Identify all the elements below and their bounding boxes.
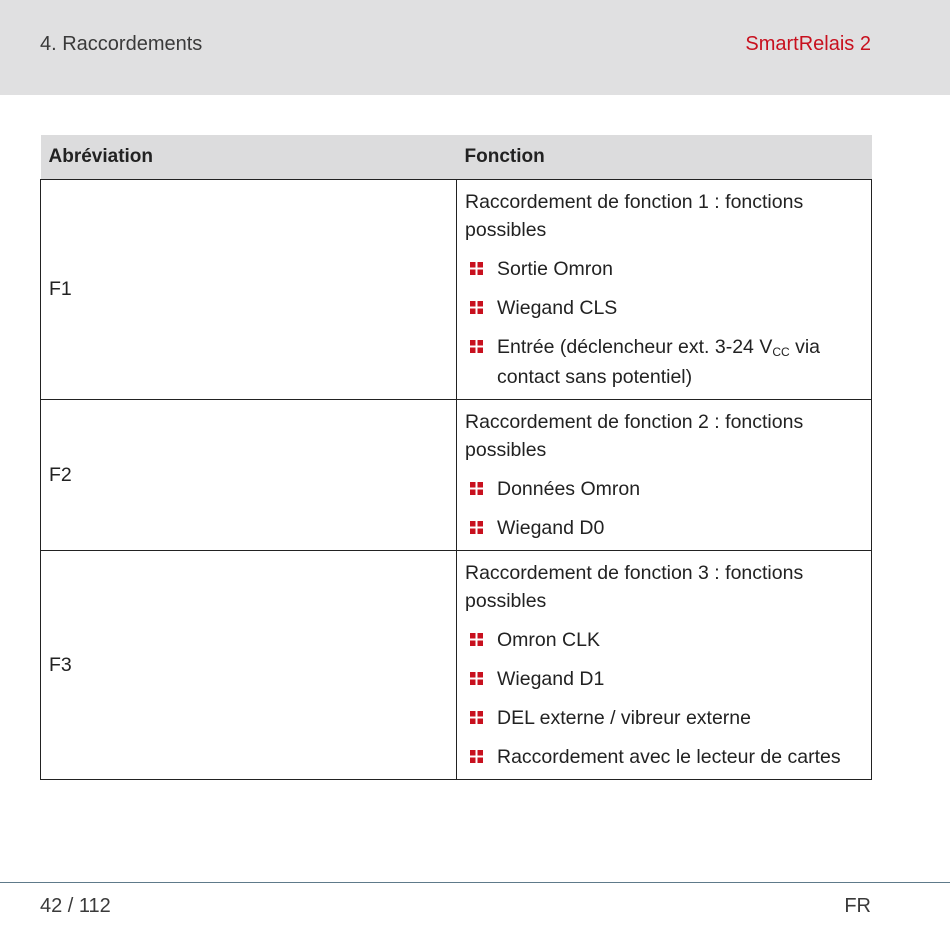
list-item (465, 333, 863, 391)
column-header-function: Fonction (457, 135, 872, 180)
subscript-text: CC (772, 345, 790, 359)
list-item-text: Omron CLK (497, 629, 600, 651)
brand-name: SmartRelais 2 (745, 33, 871, 55)
list-item-text: Wiegand D1 (497, 668, 605, 690)
list-item-text-part: via contact sans potentiel) (497, 336, 821, 388)
page-number: 42 / 112 (40, 895, 111, 917)
bullet-icon (470, 633, 483, 646)
list-item (465, 255, 863, 283)
function-cell (457, 180, 872, 400)
list-item-text: Données Omron (497, 478, 641, 500)
page-header (0, 0, 950, 95)
list-item-text: Wiegand CLS (497, 297, 618, 319)
bullet-icon (470, 711, 483, 724)
abbreviation-cell: F1 (41, 180, 457, 400)
column-header-abbreviation: Abréviation (41, 135, 457, 180)
function-intro: Raccordement de fonction 2 : fonctions possibles (465, 411, 804, 461)
table-header-row (41, 135, 872, 180)
function-list (465, 255, 863, 391)
list-item (465, 294, 863, 322)
connections-table (40, 135, 872, 780)
list-item (465, 743, 863, 771)
footer-divider (0, 882, 950, 883)
list-item (465, 665, 863, 693)
list-item (465, 514, 863, 542)
bullet-icon (470, 672, 483, 685)
function-list (465, 626, 863, 771)
abbreviation-cell: F3 (41, 551, 457, 780)
list-item (465, 475, 863, 503)
bullet-icon (470, 482, 483, 495)
function-intro: Raccordement de fonction 1 : fonctions possibles (465, 191, 804, 241)
function-intro: Raccordement de fonction 3 : fonctions possibles (465, 562, 804, 612)
language-code: FR (844, 895, 871, 917)
function-list (465, 475, 863, 542)
table-row (41, 180, 872, 400)
bullet-icon (470, 262, 483, 275)
list-item (465, 704, 863, 732)
bullet-icon (470, 340, 483, 353)
abbreviation-cell: F2 (41, 400, 457, 551)
section-title: 4. Raccordements (40, 33, 203, 55)
function-cell (457, 551, 872, 780)
list-item (465, 626, 863, 654)
bullet-icon (470, 521, 483, 534)
list-item-text: Wiegand D0 (497, 517, 605, 539)
list-item-text-part: Entrée (déclencheur ext. 3-24 V (497, 336, 773, 358)
list-item-text: DEL externe / vibreur externe (497, 707, 751, 729)
table-row (41, 551, 872, 780)
table-row (41, 400, 872, 551)
function-cell (457, 400, 872, 551)
bullet-icon (470, 750, 483, 763)
list-item-text (497, 336, 820, 388)
list-item-text: Raccordement avec le lecteur de cartes (497, 746, 841, 768)
list-item-text: Sortie Omron (497, 258, 613, 280)
bullet-icon (470, 301, 483, 314)
